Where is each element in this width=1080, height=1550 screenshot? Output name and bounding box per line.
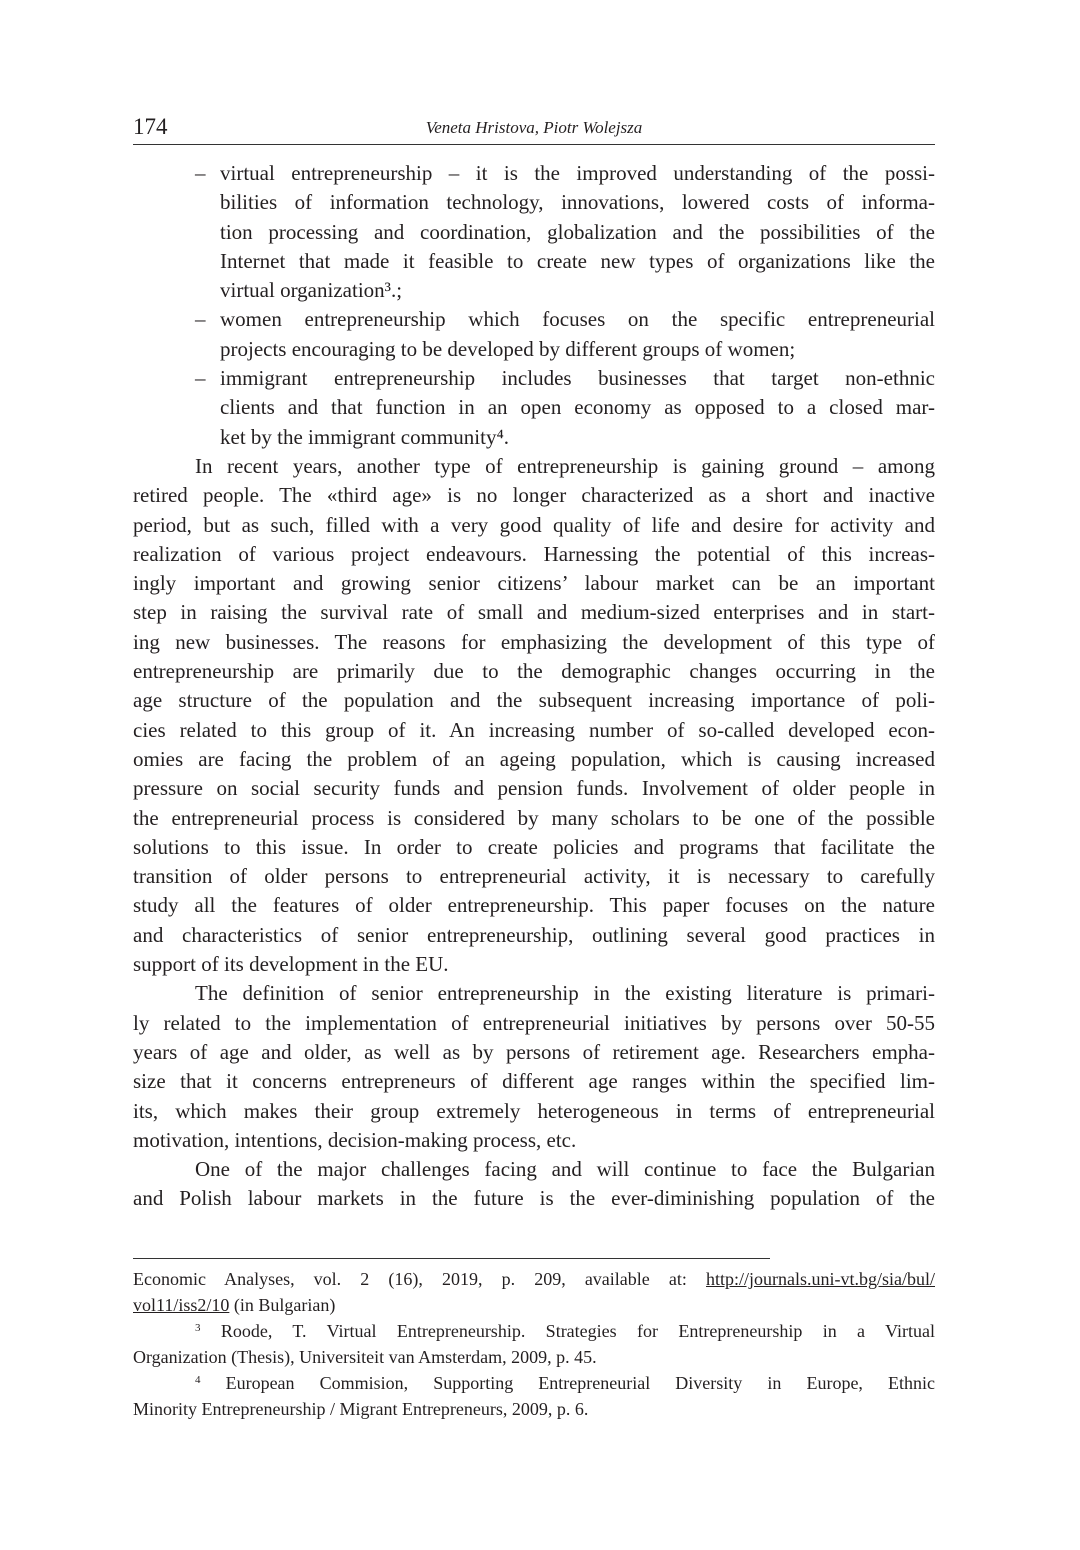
footnote-text: Roode, T. Virtual Entrepreneurship. Strategies for Entrepreneurship in a Virtual: [200, 1321, 935, 1341]
bullet-dash: –: [195, 366, 206, 391]
footnote-text: European Commision, Supporting Entrepreneurial Diversity in Europe, Ethnic: [200, 1373, 935, 1393]
text-line: entrepreneurship are primarily due to the demographic changes occurring in the: [133, 659, 935, 684]
text-line: tion processing and coordination, globalization and the possibilities of the: [220, 219, 935, 244]
text-line: motivation, intentions, decision-making process, etc.: [133, 1127, 577, 1152]
running-header-authors: Veneta Hristova, Piotr Wolejsza: [425, 118, 643, 137]
text-line: period, but as such, filled with a very good quality of life and desire for activity and: [133, 512, 935, 537]
text-line: size that it concerns entrepreneurs of different age ranges within the specified lim-: [133, 1069, 935, 1094]
text-line: ly related to the implementation of entrepreneurial initiatives by persons over 50-55: [133, 1010, 935, 1035]
text-line: the entrepreneurial process is considered by many scholars to be one of the possible: [133, 805, 935, 830]
paragraph: [133, 1155, 935, 1214]
bullet-item: [133, 159, 935, 305]
text-line: bilities of information technology, innovations, lowered costs of informa-: [220, 190, 935, 215]
text-line: projects encouraging to be developed by different groups of women;: [220, 336, 796, 361]
footnote-4: [133, 1370, 935, 1396]
text-line: The definition of senior entrepreneurship in the existing literature is primari-: [195, 981, 935, 1006]
text-line: and characteristics of senior entrepreneurship, outlining several good practices in: [133, 922, 935, 947]
text-line: omies are facing the problem of an ageing population, which is causing increased: [133, 746, 935, 771]
text-line: cies related to this group of it. An increasing number of so-called developed econ-: [133, 717, 935, 742]
text-line: Internet that made it feasible to create new types of organizations like the: [220, 248, 935, 273]
text-line: and Polish labour markets in the future is the ever-diminishing population of the: [133, 1186, 935, 1211]
footnote-link[interactable]: vol11/iss2/10: [133, 1295, 230, 1315]
text-line: clients and that function in an open economy as opposed to a closed mar-: [220, 395, 935, 420]
text-line: immigrant entrepreneurship includes businesses that target non-ethnic: [220, 366, 935, 391]
text-line: step in raising the survival rate of small and medium-sized enterprises and in start-: [133, 600, 935, 625]
bullet-item: [133, 305, 935, 364]
footnote-3-cont: Organization (Thesis), Universiteit van Amsterdam, 2009, p. 45.: [133, 1347, 597, 1367]
text-line: study all the features of older entrepreneurship. This paper focuses on the nature: [133, 893, 935, 918]
text-line: ing new businesses. The reasons for emphasizing the development of this type of: [133, 629, 935, 654]
text-line: ingly important and growing senior citizens’ labour market can be an important: [133, 571, 935, 596]
footnotes: [133, 1266, 935, 1422]
footnote-link[interactable]: http://journals.uni-vt.bg/sia/bul/: [706, 1269, 935, 1289]
footnote-mark: 4: [195, 1374, 201, 1386]
page-number: 174: [133, 114, 168, 139]
bullet-item: [133, 364, 935, 452]
footnote-4-cont: Minority Entrepreneurship / Migrant Entrepreneurs, 2009, p. 6.: [133, 1399, 589, 1419]
text-line: virtual organization³.;: [220, 278, 403, 303]
text-line: retired people. The «third age» is no longer characterized as a short and inactive: [133, 483, 935, 508]
text-line: solutions to this issue. In order to create policies and programs that facilitate the: [133, 834, 935, 859]
footnote-3: [133, 1318, 935, 1344]
text-line: women entrepreneurship which focuses on the specific entrepreneurial: [220, 307, 935, 332]
text-line: virtual entrepreneurship – it is the improved understanding of the possi-: [220, 161, 935, 185]
text-line: transition of older persons to entrepreneurial activity, it is necessary to carefully: [133, 864, 935, 889]
paragraph: [133, 979, 935, 1155]
text-line: support of its development in the EU.: [133, 952, 449, 977]
running-header: [133, 112, 935, 145]
paragraph: [133, 452, 935, 979]
text-line: age structure of the population and the subsequent increasing importance of poli-: [133, 688, 935, 713]
footnote-2: [133, 1266, 935, 1292]
footnote-mark: 3: [195, 1322, 201, 1334]
text-line: In recent years, another type of entrepreneurship is gaining ground – among: [195, 453, 935, 478]
footnote-2-cont: [133, 1292, 935, 1318]
footnote-separator: [133, 1258, 770, 1259]
footnote-text: Economic Analyses, vol. 2 (16), 2019, p. 209, available at:: [133, 1269, 706, 1289]
bullet-dash: –: [195, 161, 206, 185]
text-line: its, which makes their group extremely heterogeneous in terms of entrepreneurial: [133, 1098, 935, 1123]
text-line: One of the major challenges facing and will continue to face the Bulgarian: [195, 1157, 935, 1182]
bullet-dash: –: [195, 307, 206, 332]
text-line: realization of various project endeavours. Harnessing the potential of this increas-: [133, 541, 935, 566]
body-text: [133, 159, 935, 1214]
text-line: years of age and older, as well as by persons of retirement age. Researchers empha-: [133, 1039, 935, 1064]
text-line: ket by the immigrant community⁴.: [220, 424, 510, 449]
footnote-text: (in Bulgarian): [229, 1295, 336, 1315]
text-line: pressure on social security funds and pension funds. Involvement of older people in: [133, 776, 935, 801]
